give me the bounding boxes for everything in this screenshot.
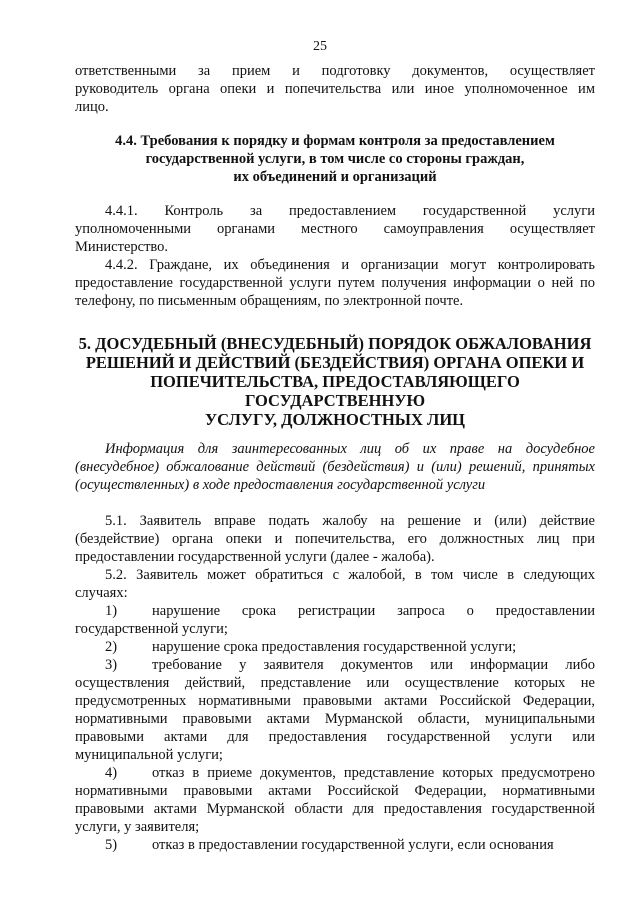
list-item-number: 5) [105,837,118,853]
text-line: отказ в приеме документов, представление которых предусмотрено [152,765,595,781]
list-item-first-line [75,638,595,656]
list-item-first-line [75,764,595,782]
list-item [75,656,595,764]
text-line: (бездействие) органа опеки и попечительства, его должностных лиц при [75,531,595,547]
section-5-heading [75,334,595,429]
heading-line: УСЛУГУ, ДОЛЖНОСТНЫХ ЛИЦ [205,410,465,429]
list-item-number: 3) [105,657,118,673]
text-line: 5.1. Заявитель вправе подать жалобу на решение и (или) действие [105,513,595,529]
list-item [75,764,595,836]
text-line: услуги, у заявителя; [75,819,200,835]
list-item-first-line [75,836,595,854]
text-line: случаях: [75,585,128,601]
heading-line: ПОПЕЧИТЕЛЬСТВА, ПРЕДОСТАВЛЯЮЩЕГО ГОСУДАРСТВЕННУЮ [150,372,520,410]
list-item-number: 1) [105,603,118,619]
text-line: правовыми актами Мурманской области для предоставления государственной [75,801,595,817]
text-line: 5.2. Заявитель может обратиться с жалобой, в том числе в следующих [105,567,595,583]
page-number: 25 [313,39,327,54]
text-line: требование у заявителя документов или информации либо [152,657,595,673]
text-line: нарушение срока регистрации запроса о предоставлении [152,603,595,619]
text-line: государственной услуги; [75,621,228,637]
text-line: (осуществленных) в ходе предоставления государственной услуги [75,477,486,493]
heading-line: их объединений и организаций [233,169,437,185]
text-line: правовыми актами для предоставления государственной услуги или [75,729,595,745]
paragraph-5-1 [75,512,595,566]
text-line: предусмотренных нормативными правовыми актами Российской Федерации, [75,693,595,709]
heading-line: 5. ДОСУДЕБНЫЙ (ВНЕСУДЕБНЫЙ) ПОРЯДОК ОБЖАЛОВАНИЯ [78,334,592,353]
list-item-first-line [75,602,595,620]
heading-line: 4.4. Требования к порядку и формам контроля за предоставлением [115,133,555,149]
info-subheading [75,440,595,494]
text-line: (внесудебное) обжалование действий (бездействия) и (или) решений, принятых [75,459,595,475]
paragraph-4-4-2 [75,256,595,310]
text-line: уполномоченными органами местного самоуправления осуществляет [75,221,595,237]
paragraph-5-2 [75,566,595,602]
text-line: 4.4.1. Контроль за предоставлением государственной услуги [105,203,595,219]
list-item [75,836,595,854]
list-item-first-line [75,656,595,674]
text-line: муниципальной услуги; [75,747,223,763]
text-line: 4.4.2. Граждане, их объединения и организации могут контролировать [105,257,595,273]
text-line: Информация для заинтересованных лиц об их праве на досудебное [105,441,595,457]
numbered-list [75,602,595,854]
text-line: осуществления действий, представление или осуществление которых не [75,675,595,691]
list-item [75,602,595,638]
heading-line: РЕШЕНИЙ И ДЕЙСТВИЙ (БЕЗДЕЙСТВИЯ) ОРГАНА ОПЕКИ И [85,353,585,372]
list-item-number: 2) [105,639,118,655]
text-line: лицо. [75,99,109,115]
section-4-4-heading [75,132,595,186]
text-line: предоставлении государственной услуги (далее - жалоба). [75,549,435,565]
text-line: нормативными правовыми актами Мурманской области, муниципальными [75,711,595,727]
text-line: нормативными правовыми актами Российской Федерации, нормативными [75,783,595,799]
intro-paragraph [75,62,595,116]
text-line: Министерство. [75,239,169,255]
text-line: предоставление государственной услуги путем получения информации о ней по [75,275,595,291]
list-item-number: 4) [105,765,118,781]
text-line: телефону, по письменным обращениям, по электронной почте. [75,293,464,309]
text-line: руководитель органа опеки и попечительства или иное уполномоченное им [75,81,595,97]
text-line: отказ в предоставлении государственной услуги, если основания [152,837,554,853]
text-line: нарушение срока предоставления государственной услуги; [152,639,517,655]
text-line: ответственными за прием и подготовку документов, осуществляет [75,63,595,79]
paragraph-4-4-1 [75,202,595,256]
heading-line: государственной услуги, в том числе со стороны граждан, [145,151,525,167]
list-item [75,638,595,656]
